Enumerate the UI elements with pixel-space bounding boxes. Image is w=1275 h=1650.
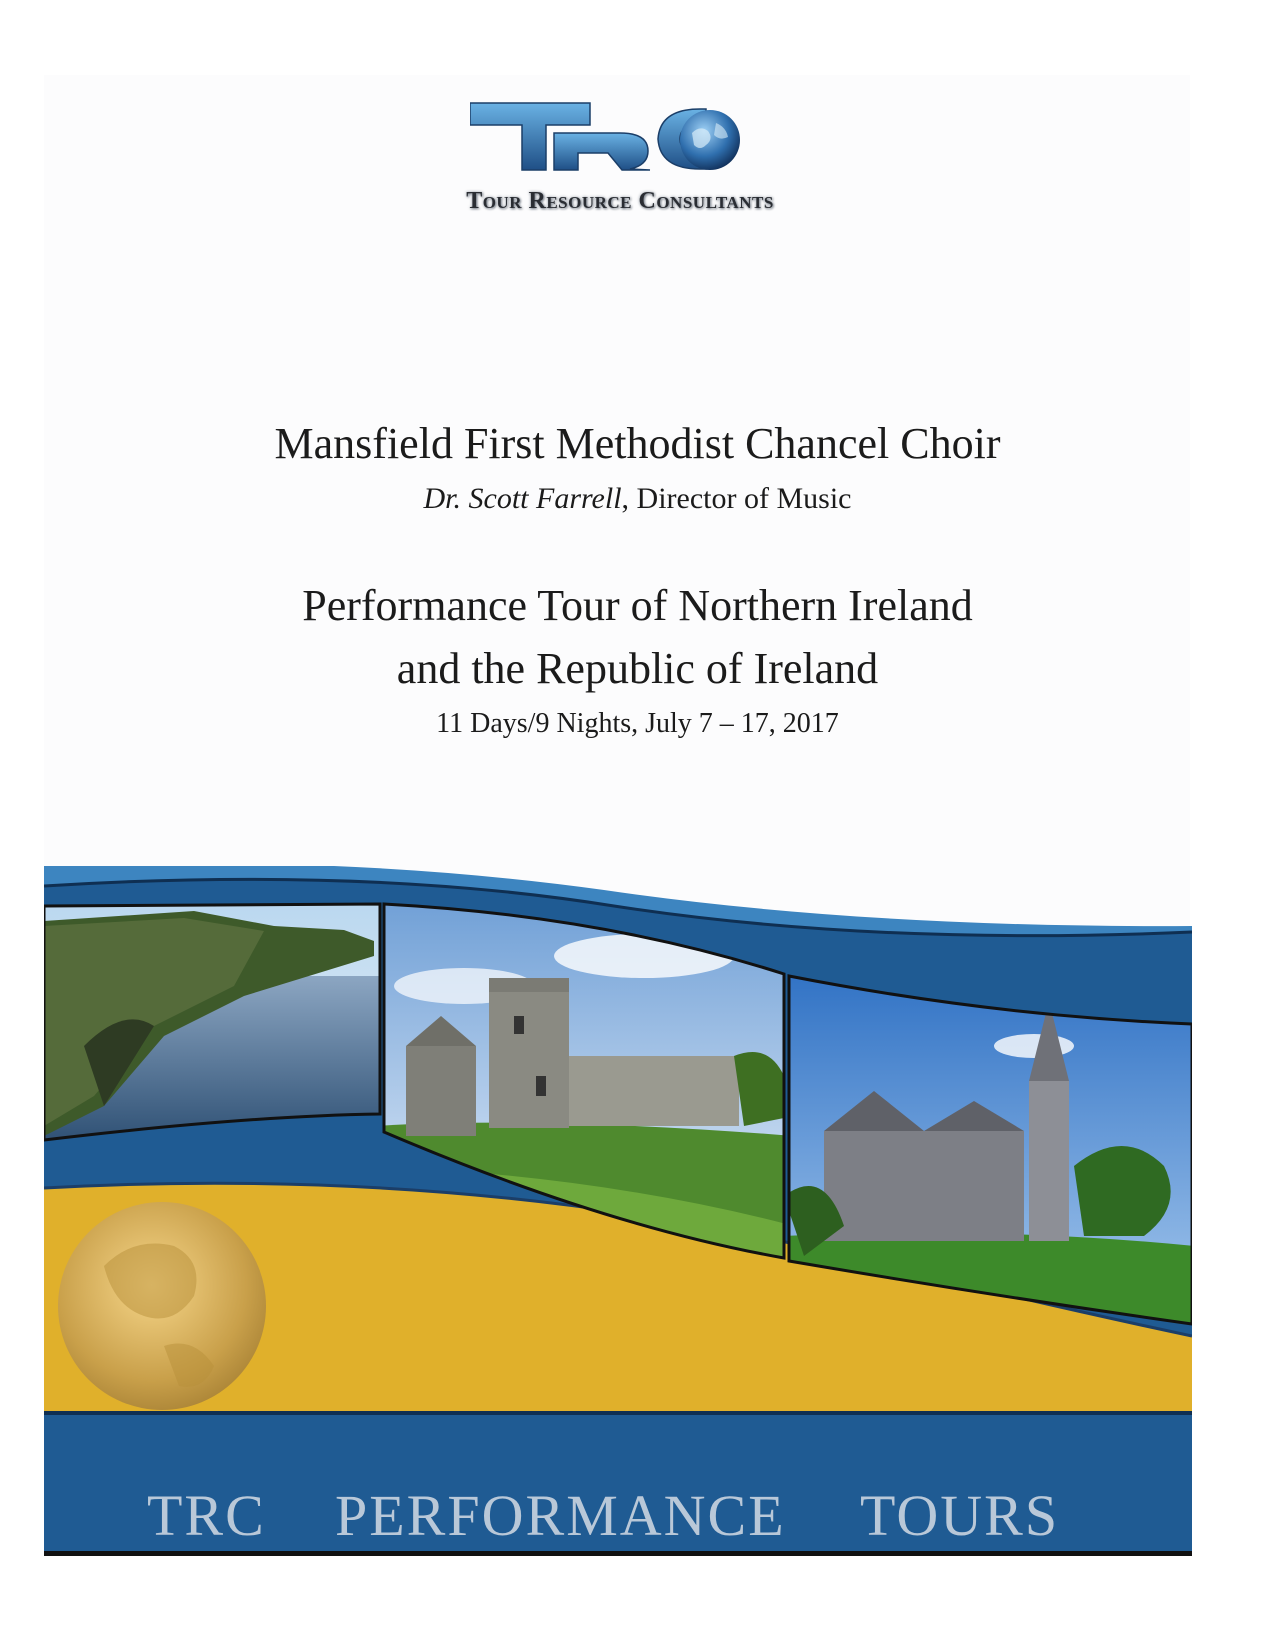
gold-globe-icon (58, 1202, 266, 1410)
cliffs-photo (44, 896, 384, 1146)
director-role: , Director of Music (621, 482, 852, 515)
wave-banner (44, 866, 1192, 1556)
footer-word-performance: PERFORMANCE (335, 1483, 786, 1548)
director-line (0, 482, 1275, 516)
footer-word-trc: TRC (147, 1483, 266, 1548)
company-name: Tour Resource Consultants (466, 188, 774, 214)
director-name: Dr. Scott Farrell (423, 482, 622, 515)
tour-dates: 11 Days/9 Nights, July 7 – 17, 2017 (436, 708, 839, 739)
tour-title-line2: and the Republic of Ireland (396, 644, 879, 693)
globe-icon (680, 110, 740, 170)
tour-title-line1: Performance Tour of Northern Ireland (302, 581, 973, 630)
footer-word-tours: TOURS (860, 1483, 1060, 1548)
choir-name: Mansfield First Methodist Chancel Choir (274, 419, 1001, 468)
